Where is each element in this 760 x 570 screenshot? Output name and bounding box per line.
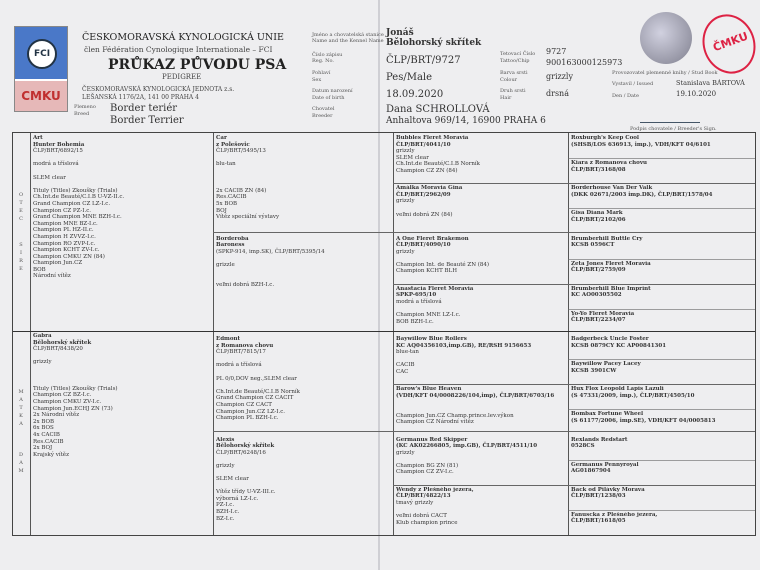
pedigree-line: [216, 168, 390, 175]
pedigree-line: [33, 379, 210, 386]
great-great-grandparent-cell: [571, 386, 752, 408]
pedigree-line: modrá a tříslová: [216, 362, 262, 369]
pedigree-line: veľmi dobrá CACT: [396, 513, 447, 520]
pedigree-line: PZ-I.c.: [216, 502, 235, 509]
pedigree-line: Bělohorský skřítek: [216, 443, 275, 450]
cmku-fci-logo: FCI CMKU: [14, 26, 68, 112]
breed-cz: Border teriér: [110, 103, 178, 114]
pedigree-line: Art: [33, 135, 43, 141]
pedigree-line: (DKK 02671/2003 imp.DK), ČLP/BRT/1578/04: [571, 191, 713, 198]
pedigree-line: (SPKP-914, imp.SK), ČLP/BRT/5395/14: [216, 248, 325, 255]
official-seal: [640, 12, 692, 64]
pedigree-line: Champion H ZVVZ-I.c.: [33, 233, 96, 240]
grandparent-cell: [216, 135, 390, 233]
pedigree-line: Roxburgh's Keep Cool: [571, 135, 640, 141]
pedigree-line: Baywillow Pacey Lacey: [571, 361, 641, 368]
pedigree-line: (S 61177/2006, imp.SE), VDH/KFT 04/0005813: [571, 417, 716, 424]
pedigree-line: [33, 366, 210, 373]
great-great-grandparent-cell: [571, 210, 752, 232]
pedigree-line: [216, 456, 390, 463]
pedigree-line: Brumberhill Blue Imprint: [571, 285, 651, 292]
pedigree-line: grizzly: [396, 148, 415, 155]
pedigree-line: Champion CZ Národní vítěz: [396, 419, 474, 426]
pedigree-line: Champion Jun.CZ: [33, 260, 83, 267]
pedigree-line: A One Fleret Brakemon: [396, 235, 469, 242]
pedigree-line: Borderhouse Van Der Valk: [571, 185, 653, 192]
pedigree-line: BZH-I.c.: [216, 509, 240, 516]
grandparent-cell: [216, 236, 390, 334]
great-great-grandparent-cell: [571, 411, 752, 433]
pedigree-line: [216, 175, 390, 182]
pedigree-line: tmavý grizzly: [396, 499, 434, 506]
pedigree-line: [216, 275, 390, 282]
great-grandparent-cell: [396, 336, 565, 383]
pedigree-line: [33, 353, 210, 360]
breeder-name: Dana SCHROLLOVÁ: [386, 104, 490, 115]
pedigree-line: (KC AK02266805, imp.GB), ČLP/BRT/4511/10: [396, 443, 538, 450]
pedigree-line: Vítěz speciální výstavy: [216, 214, 280, 221]
pedigree-line: modrá a tříslová: [33, 161, 79, 168]
pedigree-line: Gisa Diana Mark: [571, 210, 623, 217]
pedigree-line: Champion CZ PZ-I.c.: [33, 207, 92, 214]
pedigree-line: CAC: [396, 368, 409, 375]
pedigree-line: Edmont: [216, 336, 241, 342]
document-title: PRŮKAZ PŮVODU PSA: [108, 57, 287, 73]
pedigree-line: ČLP/BRT/4090/10: [396, 242, 451, 249]
great-great-grandparent-cell: [571, 487, 752, 509]
pedigree-line: ČLP/BRT/4041/10: [396, 141, 451, 148]
great-grandparent-cell: [396, 487, 565, 534]
document-subtitle: PEDIGREE: [162, 73, 202, 81]
pedigree-line: [216, 268, 390, 275]
pedigree-line: ČLP/BRT/2759/09: [571, 267, 626, 274]
pedigree-line: 0528CS: [571, 443, 595, 450]
breed-en: Border Terrier: [110, 115, 184, 126]
pedigree-line: Champion CZ BZ-I.c.: [33, 392, 92, 399]
pedigree-line: grizzle: [216, 261, 235, 268]
pedigree-line: Ch.Int.de Beauté/C.I.B Norník: [216, 388, 300, 395]
pedigree-line: Borderoba: [216, 235, 249, 242]
breeder-address: Anhaltova 969/14, 16900 PRAHA 6: [386, 116, 546, 126]
pedigree-line: z Polešovic: [216, 141, 250, 148]
pedigree-line: Bombax Fortune Wheel: [571, 411, 644, 418]
pedigree-line: [396, 456, 565, 463]
pedigree-line: 6x BOS: [33, 425, 54, 432]
tattoo-label-en: Tattoo/Chip: [500, 58, 530, 64]
pedigree-line: Tituly (Titles) Zkoušky (Trials): [33, 187, 118, 194]
pedigree-line: ČLP/BRT/2102/06: [571, 216, 626, 223]
pedigree-table: [12, 132, 756, 536]
pedigree-line: blu-tan: [216, 161, 236, 168]
dob-value: 18.09.2020: [386, 89, 444, 100]
pedigree-line: KCSB 0596CT: [571, 242, 615, 249]
pedigree-line: KCSB 0879CY KC AP00841301: [571, 342, 667, 349]
great-grandparent-cell: [396, 135, 565, 182]
pedigree-line: [216, 181, 390, 188]
pedigree-line: Klub champion prince: [396, 519, 458, 526]
reg-number: ČLP/BRT/9727: [386, 55, 461, 66]
dob-label-en: Date of birth: [312, 95, 345, 101]
pedigree-line: AG01867904: [571, 468, 611, 475]
pedigree-line: grizzly: [396, 449, 415, 456]
pedigree-line: Champion Jun.CZ Champ.prince.lev.výkon: [396, 412, 514, 419]
pedigree-line: ČLP/BRT/3168/08: [571, 166, 626, 173]
grandparent-cell: [216, 336, 390, 434]
pedigree-line: Vítěz třídy U-VZ-III.c.: [216, 489, 276, 496]
pedigree-line: grizzly: [396, 198, 415, 205]
hair-label-en: Hair: [500, 95, 512, 101]
pedigree-line: Champion RO ZVP-I.c.: [33, 240, 96, 247]
hair-value: drsná: [546, 89, 569, 98]
pedigree-line: Brumberhill Buttle Cry: [571, 235, 643, 242]
pedigree-line: Tituly (Titles) Zkoušky (Trials): [33, 385, 118, 392]
pedigree-line: BZ-I.c.: [216, 515, 235, 522]
pedigree-line: Baroness: [216, 242, 245, 249]
color-label-en: Colour: [500, 77, 518, 83]
pedigree-line: Bělohorský skřítek: [33, 339, 92, 346]
pedigree-line: Champion Int. de Beauté ZN (84): [396, 261, 490, 268]
sign-label: Podpis chovatele / Breeder's Sign.: [630, 126, 717, 132]
pedigree-line: [396, 356, 565, 363]
pedigree-line: [33, 168, 210, 175]
pedigree-line: Champion CZ ZV-I.c.: [396, 469, 454, 476]
pedigree-line: Gabra: [33, 333, 52, 339]
name-label-en: Name and the Kennel Name: [312, 38, 384, 44]
pedigree-line: Kiara z Romanova chovu: [571, 160, 648, 167]
pedigree-line: Bubbles Fleret Moravia: [396, 135, 469, 141]
great-grandparent-cell: [396, 236, 565, 283]
pedigree-line: veľmi dobrá ZN (84): [396, 211, 453, 218]
breeder-signature: [640, 112, 700, 123]
org-line-1: ČESKOMORAVSKÁ KYNOLOGICKÁ UNIE: [82, 32, 284, 43]
pedigree-line: Fanuscka z Plešného jezera,: [571, 511, 658, 518]
pedigree-line: z Romanova chovu: [216, 342, 274, 349]
pedigree-line: ČLP/BRT/5495/13: [216, 148, 266, 155]
pedigree-line: Res.CACIB: [33, 438, 64, 445]
pedigree-line: Champion CMKU ZV-I.c.: [33, 398, 102, 405]
pedigree-line: SLEM clear: [216, 476, 249, 483]
pedigree-line: Champion MNE BZ-I.c.: [33, 220, 98, 227]
great-great-grandparent-cell: [571, 135, 752, 157]
pedigree-line: Champion BG ZN (81): [396, 462, 459, 469]
pedigree-line: SLEM clear: [396, 154, 429, 161]
tattoo-number: 9727: [546, 47, 567, 56]
dob-label: Datum narození: [312, 88, 353, 94]
pedigree-line: Rexlands Redstart: [571, 436, 628, 443]
pedigree-line: Germanus Pennyroyal: [571, 461, 639, 468]
pedigree-line: SLEM clear: [33, 174, 66, 181]
pedigree-line: grizzly: [216, 462, 235, 469]
great-grandparent-cell: [396, 437, 565, 484]
pedigree-line: ČLP/BRT/2234/07: [571, 317, 626, 324]
pedigree-line: Champion Jun.CZ LZ-I.c.: [216, 408, 286, 415]
pedigree-line: Res.CACIB: [216, 194, 247, 201]
great-great-grandparent-cell: [571, 437, 752, 459]
issued-label: Vystavil / Issued: [612, 81, 654, 87]
dam-cell: [33, 333, 210, 534]
pedigree-line: Champion Jun.ECHJ ZN (73): [33, 405, 113, 412]
pedigree-line: ČLP/BRT/1618/05: [571, 518, 626, 525]
great-great-grandparent-cell: [571, 236, 752, 258]
great-grandparent-cell: [396, 185, 565, 232]
reg-label: Číslo zápisu: [312, 52, 343, 58]
issue-date: 19.10.2020: [676, 90, 717, 98]
pedigree-line: [396, 406, 565, 413]
pedigree-line: BOJ: [216, 207, 227, 214]
pedigree-line: ČLP/BRT/2962/09: [396, 191, 451, 198]
color-label: Barva srsti: [500, 70, 528, 76]
sire-cell: [33, 135, 210, 330]
great-grandparent-cell: [396, 386, 565, 433]
pedigree-line: KCSB 3901CW: [571, 367, 617, 374]
pedigree-line: ČLP/BRT/8438/20: [33, 346, 83, 353]
pedigree-line: Zeta Jones Fleret Moravia: [571, 260, 651, 267]
sex-label: Pohlaví: [312, 70, 331, 76]
pedigree-line: 2x BOB: [33, 418, 55, 425]
pedigree-line: 5x BOB: [216, 200, 238, 207]
pedigree-line: Car: [216, 135, 227, 141]
date-label: Den / Date: [612, 93, 640, 99]
pedigree-line: 2x CACIB ZN (84): [216, 187, 267, 194]
pedigree-line: Yo-Yo Fleret Moravia: [571, 310, 635, 317]
pedigree-line: ČLP/BRT/7815/17: [216, 349, 266, 356]
pedigree-line: Champion CZ CACT: [216, 401, 272, 408]
pedigree-line: Hunter Bohemia: [33, 141, 85, 148]
pedigree-line: Germanus Red Skipper: [396, 436, 468, 443]
pedigree-line: KC AQ04356103,imp.GB), RE/RSH 9156653: [396, 342, 532, 349]
great-great-grandparent-cell: [571, 512, 752, 534]
pedigree-line: Champion CMKU ZN (84): [33, 253, 105, 260]
pedigree-line: Champion PL BZH-I.c.: [216, 415, 279, 422]
sex-value: Pes/Male: [386, 72, 433, 83]
pedigree-line: ČLP/BRT/4822/13: [396, 493, 451, 500]
breed-label: Breed: [74, 111, 90, 117]
pedigree-line: modrá a tříslová: [396, 298, 442, 305]
great-great-grandparent-cell: [571, 311, 752, 333]
great-great-grandparent-cell: [571, 462, 752, 484]
pedigree-line: Champion PL HZ-II.c.: [33, 227, 94, 234]
pedigree-line: ČLP/BRT/6892/15: [33, 148, 83, 155]
breeder-label: Chovatel: [312, 106, 335, 112]
pedigree-line: PL 0/0,DOV neg.,SLEM clear: [216, 375, 297, 382]
great-great-grandparent-cell: [571, 336, 752, 358]
great-great-grandparent-cell: [571, 160, 752, 182]
pedigree-line: Back od Pilávky Morava: [571, 486, 645, 493]
pedigree-line: 2x Národní vítěz: [33, 412, 80, 419]
pedigree-line: 4x CACIB: [33, 431, 60, 438]
pedigree-line: Krajský vítěz: [33, 451, 69, 458]
great-great-grandparent-cell: [571, 261, 752, 283]
pedigree-line: (S 47331/2009, imp.), ČLP/BRT/4505/10: [571, 392, 695, 399]
pedigree-line: Grand Champion MNE BZH-I.c.: [33, 214, 122, 221]
pedigree-line: grizzly: [396, 248, 415, 255]
name-label: Jméno a chovatelská stanice: [312, 32, 384, 38]
pedigree-line: Národní vítěz: [33, 273, 71, 280]
pedigree-line: výborná LZ-I.c.: [216, 495, 259, 502]
great-great-grandparent-cell: [571, 361, 752, 383]
pedigree-line: grizzly: [33, 359, 52, 366]
pedigree-line: Grand Champion CZ LZ-I.c.: [33, 200, 111, 207]
great-great-grandparent-cell: [571, 286, 752, 308]
pedigree-line: Badgerbeck Uncle Foster: [571, 336, 649, 342]
pedigree-line: Alexis: [216, 436, 235, 443]
dog-name-2: Bělohorský skřítek: [386, 38, 482, 48]
pedigree-line: Wendy z Plešného jezera,: [396, 486, 474, 493]
pedigree-line: [216, 255, 390, 262]
pedigree-line: Amálka Moravia Gina: [396, 185, 463, 192]
sex-label-en: Sex: [312, 77, 322, 83]
sire-label: S I R E: [19, 242, 23, 272]
pedigree-line: Anastacia Fleret Moravia: [396, 285, 474, 292]
great-grandparent-cell: [396, 286, 565, 333]
pedigree-line: (SHSB/LOS 636913, imp.), VDH/KFT 04/6101: [571, 141, 711, 148]
pedigree-line: 2x BOJ: [33, 445, 53, 452]
pedigree-line: BOB: [33, 266, 46, 273]
pedigree-line: ČLP/BRT/1238/03: [571, 493, 626, 500]
reg-label-en: Reg. No.: [312, 58, 334, 64]
pedigree-line: [216, 369, 390, 376]
chip-number: 900163000125973: [546, 58, 623, 67]
pedigree-line: [216, 469, 390, 476]
pedigree-line: [396, 255, 565, 262]
pedigree-line: Baywillow Blue Rollers: [396, 336, 467, 342]
pedigree-line: [396, 306, 565, 313]
club-line-2: LEŠANSKÁ 1176/2A, 141 00 PRAHA 4: [82, 94, 199, 101]
pedigree-line: BOB BZH-I.c.: [396, 318, 434, 325]
pedigree-line: ČLP/BRT/6248/16: [216, 449, 266, 456]
dog-name-1: Jonáš: [386, 28, 414, 38]
pedigree-line: CACIB: [396, 362, 415, 369]
hair-label: Druh srsti: [500, 88, 526, 94]
pedigree-line: blue-tan: [396, 349, 419, 356]
club-line-1: ČESKOMORAVSKÁ KYNOLOGICKÁ JEDNOTA z.s.: [82, 86, 235, 93]
pedigree-line: Ch.Int.de Beauté/C.I.B Norník: [396, 161, 480, 168]
pedigree-line: [216, 155, 390, 162]
pedigree-line: Champion CZ ZN (84): [396, 167, 458, 174]
matka-label: M A T K A: [18, 389, 24, 427]
pedigree-line: veľmi dobrá BZH-I.c.: [216, 281, 275, 288]
grandparent-cell: [216, 437, 390, 535]
pedigree-line: Hux Flox Leopold Lapis Lazuli: [571, 386, 664, 393]
studbook-label: Provozovatel plemenné knihy / Stud Book: [612, 70, 718, 76]
great-great-grandparent-cell: [571, 185, 752, 207]
pedigree-line: [216, 382, 390, 389]
pedigree-line: KC AO00305502: [571, 292, 622, 299]
pedigree-line: SPKP-695/10: [396, 292, 437, 299]
issued-by: Stanislava BÁRTOVÁ: [676, 79, 745, 87]
tattoo-label: Tetovací Číslo: [500, 51, 536, 57]
pedigree-line: [396, 205, 565, 212]
pedigree-line: Ch.Int.de Beauté/C.I.B U-VZ-II.c.: [33, 194, 125, 201]
pedigree-line: Champion MNE LZ-I.c.: [396, 312, 461, 319]
plemeno-label: Plemeno: [74, 104, 96, 110]
pedigree-line: Champion KCHT ZV-I.c.: [33, 247, 100, 254]
org-line-2: člen Fédération Cynologique Internationale – FCI: [84, 45, 273, 54]
pedigree-line: Grand Champion CZ CACIT: [216, 395, 294, 402]
pedigree-line: [33, 181, 210, 188]
pedigree-line: Champion KCHT BLH: [396, 268, 457, 275]
stamp-text: ČMKU: [711, 29, 750, 55]
pedigree-line: [33, 373, 210, 380]
pedigree-line: [396, 399, 565, 406]
pedigree-line: Barow's Blue Heaven: [396, 386, 462, 393]
dam-label: D A M: [18, 452, 24, 474]
breeder-label-en: Breeder: [312, 113, 333, 119]
color-value: grizzly: [546, 72, 574, 81]
pedigree-line: (VDH/KFT 04/0008226/104,imp), ČLP/BRT/6703/16: [396, 392, 555, 399]
otec-label: O T E C: [18, 192, 24, 222]
